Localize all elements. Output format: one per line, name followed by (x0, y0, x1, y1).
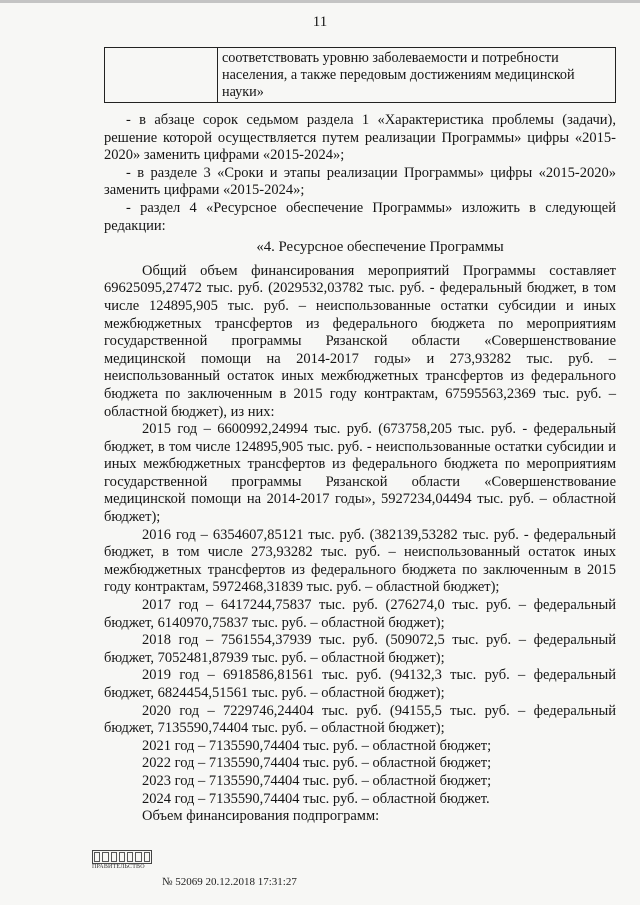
page-number: 11 (312, 14, 328, 30)
section-heading: «4. Ресурсное обеспечение Программы (256, 239, 504, 256)
amendment-paragraph: - раздел 4 «Ресурсное обеспечение Программы» изложить в следующей редакции: (104, 199, 616, 234)
year-paragraph: 2018 год – 7561554,37939 тыс. руб. (509072,5 тыс. руб. – федеральный бюджет, 7052481,87939 тыс. руб. – областной бюджет); (104, 632, 616, 666)
year-paragraph: 2021 год – 7135590,74404 тыс. руб. – областной бюджет; (142, 737, 492, 754)
year-paragraph: 2020 год – 7229746,24404 тыс. руб. (94155,5 тыс. руб. – федеральный бюджет, 7135590,74404 тыс. руб. – областной бюджет); (104, 702, 616, 737)
government-emblem-stamp (92, 850, 152, 864)
year-paragraph: 2023 год – 7135590,74404 тыс. руб. – областной бюджет; (142, 772, 492, 789)
table-empty-cell (105, 48, 218, 103)
year-paragraph: 2022 год – 7135590,74404 тыс. руб. – областной бюджет; (142, 755, 492, 772)
body-paragraph: Общий объем финансирования мероприятий Программы составляет 69625095,27472 тыс. руб. (2029532,03782 тыс. руб. - федеральный бюджет, в том числе 124895,905 тыс. руб. – неиспользованные остатки субсидии и иных межбюджетных трансфертов из федерального бюджета по мероприятиям государственной программы Рязанской области «Совершенствование медицинской помощи на 2014-2017 годы» и 273,93282 тыс. руб. – неиспользованный остаток иных межбюджетных трансфертов из федерального бюджета по заключенным в 2015 году контрактам, 67595563,2369 тыс. руб. – областной бюджет), из них: (104, 262, 616, 420)
year-paragraph: 2016 год – 6354607,85121 тыс. руб. (382139,53282 тыс. руб. - федеральный бюджет, в том числе 273,93282 тыс. руб. – неиспользованный остаток иных межбюджетных трансфертов из федерального бюджета по заключенным в 2015 году контрактам, 5972468,31839 тыс. руб. – областной бюджет); (104, 526, 616, 596)
year-paragraph: 2019 год – 6918586,81561 тыс. руб. (94132,3 тыс. руб. – федеральный бюджет, 6824454,51561 тыс. руб. – областной бюджет); (104, 667, 616, 701)
year-paragraph: 2024 год – 7135590,74404 тыс. руб. – областной бюджет. (142, 790, 490, 807)
scan-top-edge (0, 0, 640, 3)
year-paragraph: 2017 год – 6417244,75837 тыс. руб. (276274,0 тыс. руб. – федеральный бюджет, 6140970,75837 тыс. руб. – областной бюджет); (104, 597, 616, 631)
table-text-cell: соответствовать уровню заболеваемости и потребности населения, а также передовым достижениям медицинской науки» (218, 48, 616, 103)
amendment-paragraph: - в разделе 3 «Сроки и этапы реализации Программы» цифры «2015-2020» заменить цифрами «2015-2024»; (104, 164, 616, 199)
document-body (104, 112, 616, 826)
year-paragraph: 2015 год – 6600992,24994 тыс. руб. (673758,205 тыс. руб. - федеральный бюджет, в том числе 124895,905 тыс. руб. - неиспользованные остатки субсидии и иных межбюджетных трансфертов из федерального бюджета по мероприятиям государственной программы Рязанской области «Совершенствование медицинской помощи на 2014-2017 годы», 5927234,04494 тыс. руб. – областной бюджет); (104, 421, 616, 526)
amendment-paragraph: - в абзаце сорок седьмом раздела 1 «Характеристика проблемы (задачи), решение которой осуществляется путем реализации Программы» цифры «2015-2020» заменить цифрами «2015-2024»; (104, 112, 616, 164)
registration-footer: № 52069 20.12.2018 17:31:27 (162, 876, 297, 888)
subprogram-intro: Объем финансирования подпрограмм: (142, 808, 380, 825)
stamp-label: ПРАВИТЕЛЬСТВО (92, 864, 145, 870)
continuation-table (104, 47, 616, 103)
